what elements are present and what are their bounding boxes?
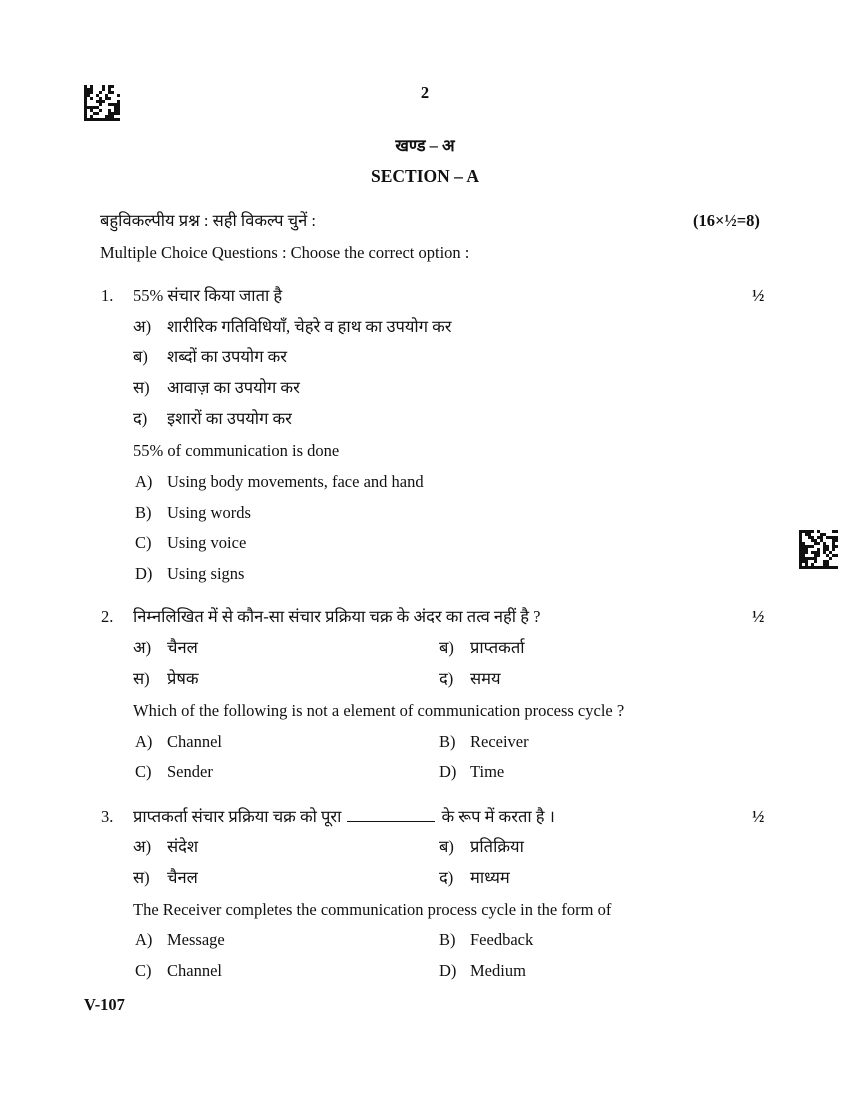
option-text: संदेश [167, 837, 199, 856]
code-module [808, 533, 811, 536]
code-module [84, 118, 87, 121]
option-text: समय [470, 669, 501, 688]
code-module [826, 560, 829, 563]
code-module [823, 551, 826, 554]
option-label: D) [135, 564, 153, 583]
code-module [817, 536, 820, 539]
code-module [117, 109, 120, 112]
code-module [111, 118, 114, 121]
code-module [87, 106, 90, 109]
option-label: A) [135, 930, 153, 949]
option-text: Using words [167, 503, 251, 522]
code-module [805, 548, 808, 551]
code-module [108, 115, 111, 118]
option-label: स) [133, 669, 150, 688]
option-text: आवाज़ का उपयोग कर [167, 378, 300, 397]
option-label: द) [439, 669, 454, 688]
code-module [808, 530, 811, 533]
code-module [114, 118, 117, 121]
option-text: Channel [167, 732, 222, 751]
code-module [802, 530, 805, 533]
code-module [799, 548, 802, 551]
code-module [808, 536, 811, 539]
code-module [817, 530, 820, 533]
code-module [832, 536, 835, 539]
code-module [808, 566, 811, 569]
code-module [814, 554, 817, 557]
code-module [799, 536, 802, 539]
code-module [114, 106, 117, 109]
option-label: C) [135, 961, 152, 980]
code-module [835, 536, 838, 539]
option-label: अ) [133, 837, 152, 856]
code-module [832, 554, 835, 557]
code-module [805, 530, 808, 533]
code-module [108, 118, 111, 121]
code-module [805, 545, 808, 548]
question-text-hindi: निम्नलिखित में से कौन-सा संचार प्रक्रिया चक्र के अंदर का तत्व नहीं है ? [133, 607, 541, 626]
code-module [799, 566, 802, 569]
code-module [799, 563, 802, 566]
code-module [802, 542, 805, 545]
code-module [802, 560, 805, 563]
code-module [805, 557, 808, 560]
option-text: Receiver [470, 732, 529, 751]
section-title-hindi: खण्ड – अ [395, 136, 455, 155]
code-module [829, 557, 832, 560]
code-module [805, 563, 808, 566]
code-module [808, 545, 811, 548]
code-module [832, 530, 835, 533]
code-module [108, 103, 111, 106]
code-module [817, 554, 820, 557]
code-module [814, 539, 817, 542]
option-label: द) [133, 409, 148, 428]
option-text: चैनल [167, 638, 198, 657]
question-text-after-blank: के रूप में करता है । [441, 807, 555, 826]
code-module [84, 106, 87, 109]
code-module [102, 118, 105, 121]
code-module [111, 103, 114, 106]
code-module [117, 103, 120, 106]
page-number: 2 [420, 83, 430, 102]
code-module [814, 560, 817, 563]
code-module [823, 548, 826, 551]
option-label: स) [133, 868, 150, 887]
option-label: स) [133, 378, 150, 397]
code-module [826, 566, 829, 569]
code-module [835, 545, 838, 548]
code-module [799, 560, 802, 563]
code-module [90, 115, 93, 118]
code-module [814, 557, 817, 560]
code-module [835, 554, 838, 557]
code-module [835, 530, 838, 533]
option-text: शारीरिक गतिविधियाँ, चेहरे व हाथ का उपयोग कर [167, 317, 452, 336]
code-module [832, 545, 835, 548]
code-module [805, 551, 808, 554]
code-module [826, 563, 829, 566]
code-module [832, 542, 835, 545]
code-module [823, 563, 826, 566]
code-module [826, 545, 829, 548]
question-text-english: The Receiver completes the communication process cycle in the form of [133, 900, 612, 919]
code-module [811, 536, 814, 539]
code-module [799, 554, 802, 557]
option-text: Channel [167, 961, 222, 980]
code-module [811, 563, 814, 566]
code-module [823, 566, 826, 569]
code-module [805, 560, 808, 563]
option-text: Sender [167, 762, 213, 781]
code-module [811, 539, 814, 542]
code-module [829, 551, 832, 554]
code-module [114, 109, 117, 112]
code-module [829, 536, 832, 539]
code-module [823, 545, 826, 548]
code-module [835, 539, 838, 542]
option-label: B) [439, 732, 456, 751]
code-module [826, 554, 829, 557]
code-module [805, 533, 808, 536]
question-marks: ½ [752, 607, 765, 626]
code-module [93, 112, 96, 115]
code-module [105, 115, 108, 118]
code-module [802, 566, 805, 569]
option-text: Medium [470, 961, 526, 980]
code-module [805, 566, 808, 569]
code-module [84, 109, 87, 112]
question-marks: ½ [752, 286, 765, 305]
option-text: Using body movements, face and hand [167, 472, 424, 491]
option-label: D) [439, 762, 457, 781]
question-number: 1. [101, 286, 114, 305]
code-module [93, 106, 96, 109]
code-module [832, 566, 835, 569]
code-module [117, 118, 120, 121]
question-text-hindi: 55% संचार किया जाता है [133, 286, 283, 305]
option-label: B) [135, 503, 152, 522]
code-module [811, 557, 814, 560]
code-module [799, 533, 802, 536]
code-module [108, 112, 111, 115]
option-label: ब) [133, 347, 148, 366]
option-text: प्राप्तकर्ता [470, 638, 525, 657]
question-marks: ½ [752, 807, 765, 826]
option-text: इशारों का उपयोग कर [167, 409, 292, 428]
code-module [111, 112, 114, 115]
option-text: माध्यम [470, 868, 510, 887]
code-module [820, 539, 823, 542]
code-module [90, 118, 93, 121]
option-label: D) [439, 961, 457, 980]
code-module [811, 545, 814, 548]
option-text: Message [167, 930, 225, 949]
code-module [90, 106, 93, 109]
code-module [799, 539, 802, 542]
code-module [84, 112, 87, 115]
code-module [832, 539, 835, 542]
option-label: A) [135, 472, 153, 491]
code-module [108, 109, 111, 112]
code-module [87, 118, 90, 121]
code-module [820, 566, 823, 569]
paper-code: V-107 [84, 995, 125, 1014]
option-text: प्रेषक [167, 669, 199, 688]
code-module [808, 557, 811, 560]
code-module [799, 551, 802, 554]
code-module [811, 551, 814, 554]
code-module [84, 115, 87, 118]
code-module [802, 557, 805, 560]
question-number: 2. [101, 607, 114, 626]
instruction-english: Multiple Choice Questions : Choose the correct option : [100, 243, 470, 262]
option-label: B) [439, 930, 456, 949]
code-module [802, 551, 805, 554]
option-text: Time [470, 762, 505, 781]
code-module [811, 566, 814, 569]
code-module [823, 533, 826, 536]
code-module [817, 542, 820, 545]
option-label: द) [439, 868, 454, 887]
code-module [799, 542, 802, 545]
code-module [814, 542, 817, 545]
code-module [96, 112, 99, 115]
section-title: SECTION – A [371, 166, 479, 186]
code-module [832, 548, 835, 551]
code-module [96, 118, 99, 121]
code-module [817, 548, 820, 551]
code-module [117, 112, 120, 115]
code-module [814, 566, 817, 569]
code-module [823, 542, 826, 545]
code-module [84, 103, 87, 106]
option-label: ब) [439, 837, 454, 856]
option-label: C) [135, 762, 152, 781]
code-module [93, 118, 96, 121]
code-module [799, 530, 802, 533]
code-module [99, 118, 102, 121]
code-module [826, 536, 829, 539]
code-module [111, 115, 114, 118]
option-text: Using voice [167, 533, 247, 552]
option-label: ब) [439, 638, 454, 657]
code-module [820, 533, 823, 536]
code-module [114, 103, 117, 106]
qr-code [799, 530, 839, 570]
question-text-english: Which of the following is not a element of communication process cycle ? [133, 701, 625, 720]
code-module [811, 530, 814, 533]
option-text: प्रतिक्रिया [470, 837, 524, 856]
code-module [799, 557, 802, 560]
question-number: 3. [101, 807, 114, 826]
option-text: शब्दों का उपयोग कर [167, 347, 288, 366]
code-module [96, 106, 99, 109]
code-module [820, 536, 823, 539]
code-module [817, 566, 820, 569]
code-module [835, 566, 838, 569]
instruction-hindi: बहुविकल्पीय प्रश्न : सही विकल्प चुनें : [100, 211, 316, 230]
option-label: A) [135, 732, 153, 751]
option-text: Using signs [167, 564, 245, 583]
question-text-hindi [133, 807, 555, 827]
code-module [814, 551, 817, 554]
code-module [117, 106, 120, 109]
code-module [802, 548, 805, 551]
option-label: अ) [133, 638, 152, 657]
code-module [99, 103, 102, 106]
code-module [105, 118, 108, 121]
code-module [802, 554, 805, 557]
code-module [799, 545, 802, 548]
option-label: C) [135, 533, 152, 552]
option-text: Feedback [470, 930, 534, 949]
instruction-marks: (16×½=8) [693, 211, 760, 230]
code-module [90, 109, 93, 112]
question-text-english: 55% of communication is done [133, 441, 340, 460]
code-module [829, 566, 832, 569]
code-module [802, 545, 805, 548]
code-module [817, 551, 820, 554]
question-text-before-blank: प्राप्तकर्ता संचार प्रक्रिया चक्र को पूरा [133, 807, 342, 826]
code-module [99, 109, 102, 112]
code-module [826, 548, 829, 551]
code-module [114, 112, 117, 115]
option-text: चैनल [167, 868, 198, 887]
option-label: अ) [133, 317, 152, 336]
answer-blank [347, 807, 435, 822]
code-module [823, 560, 826, 563]
